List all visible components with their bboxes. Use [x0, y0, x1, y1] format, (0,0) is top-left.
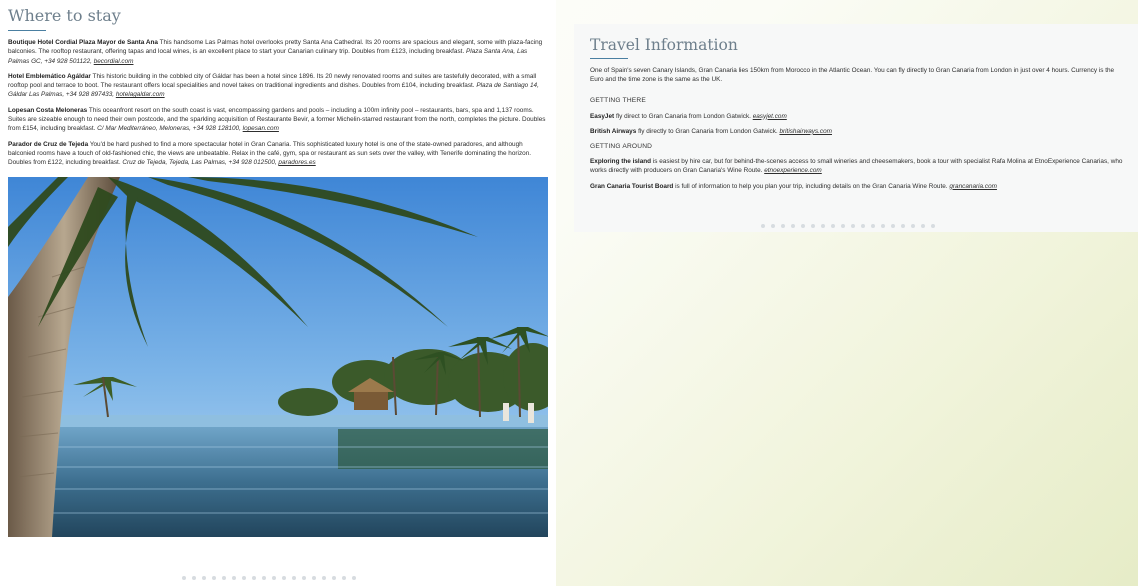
- page-dot[interactable]: [921, 224, 925, 228]
- entry-link[interactable]: grancanaria.com: [949, 182, 997, 190]
- getting-there-entry: [590, 112, 1126, 121]
- page-dot[interactable]: [781, 224, 785, 228]
- page-dot[interactable]: [891, 224, 895, 228]
- page-dot[interactable]: [242, 576, 246, 580]
- page-dot[interactable]: [761, 224, 765, 228]
- hotel-link[interactable]: lopesan.com: [242, 125, 279, 133]
- hotel-description: This oceanfront resort on the south coast is vast, encompassing gardens and pools – including a 100m infinity pool – restaurants, bars, spa and 1,137 rooms. Suites are sizeable enough to need their own postcode, and the sparkling acquisition of Restaurante Bevir, a former Michelin-starred restaurant from the north, completes the picture. Doubles from £154, including breakfast.: [8, 106, 546, 133]
- entry-name: British Airways: [590, 127, 637, 135]
- resort-pool-photo: [8, 177, 548, 537]
- travel-information-heading: Travel Information: [590, 36, 738, 54]
- heading-underline: [8, 30, 46, 31]
- page-dot[interactable]: [282, 576, 286, 580]
- hotel-entry: [8, 106, 548, 134]
- entry-link[interactable]: etnoexperience.com: [764, 167, 822, 175]
- hotel-entry: [8, 72, 548, 100]
- page-dot[interactable]: [851, 224, 855, 228]
- getting-around-title: GETTING AROUND: [590, 143, 653, 151]
- hotel-address: Cruz de Tejeda, Tejeda, Las Palmas, +34 928 012500,: [122, 159, 279, 167]
- page-dot[interactable]: [262, 576, 266, 580]
- page-dot[interactable]: [791, 224, 795, 228]
- page-dot[interactable]: [911, 224, 915, 228]
- entry-text: is full of information to help you plan your trip, including details on the Gran Canaria Wine Route.: [673, 182, 950, 190]
- page-dot[interactable]: [811, 224, 815, 228]
- page-dot[interactable]: [332, 576, 336, 580]
- getting-around-entry: [590, 157, 1126, 175]
- page-dot[interactable]: [871, 224, 875, 228]
- page-dot[interactable]: [202, 576, 206, 580]
- entry-link[interactable]: easyjet.com: [752, 112, 787, 120]
- where-to-stay-heading: Where to stay: [8, 6, 121, 25]
- entry-name: Gran Canaria Tourist Board: [590, 182, 674, 190]
- hotel-name: Hotel Emblemático Agáldar: [8, 72, 91, 80]
- page-dot[interactable]: [352, 576, 356, 580]
- hotel-address: Plaza Santa Ana, Las Palmas GC, +34 928 501122,: [8, 48, 528, 65]
- heading-underline: [590, 58, 628, 59]
- page-dot[interactable]: [292, 576, 296, 580]
- hotel-address: Plaza de Santiago 14, Gáldar Las Palmas, +34 928 897433,: [8, 82, 539, 99]
- hotel-description: This handsome Las Palmas hotel overlooks pretty Santa Ana Cathedral. Its 20 rooms are spacious and elegant, some with plaza-facing balconies. The rooftop restaurant, offering tapas and local wines, is an excellent place to start your Canarian culinary trip. Doubles from £123, including breakfast.: [8, 39, 543, 56]
- page-dot[interactable]: [931, 224, 935, 228]
- hotel-entry: [8, 140, 548, 168]
- hotel-address: C/ Mar Mediterráneo, Meloneras, +34 928 128100,: [97, 125, 243, 133]
- getting-there-entry: [590, 127, 1126, 136]
- travel-information-body: [590, 66, 1126, 197]
- hotel-name: Boutique Hotel Cordial Plaza Mayor de Santa Ana: [8, 39, 158, 46]
- page-dot[interactable]: [222, 576, 226, 580]
- hotel-link[interactable]: hotelagaldar.com: [115, 91, 165, 99]
- getting-there-title: GETTING THERE: [590, 97, 646, 105]
- hotel-name: Lopesan Costa Meloneras: [8, 106, 88, 114]
- page-dot[interactable]: [192, 576, 196, 580]
- page-dot[interactable]: [182, 576, 186, 580]
- getting-around-entry: [590, 182, 1126, 191]
- entry-name: EasyJet: [590, 112, 615, 120]
- hotel-link[interactable]: becordial.com: [93, 57, 134, 65]
- travel-information-panel: [574, 24, 1138, 232]
- hotel-link[interactable]: paradores.es: [278, 159, 316, 167]
- page-dot[interactable]: [232, 576, 236, 580]
- page-indicator-dots: [182, 576, 356, 580]
- page-dot[interactable]: [771, 224, 775, 228]
- entry-text: fly directly to Gran Canaria from London Gatwick.: [636, 127, 780, 135]
- page-dot[interactable]: [901, 224, 905, 228]
- entry-name: Exploring the island: [590, 158, 652, 166]
- page-dot[interactable]: [801, 224, 805, 228]
- hotel-entry: [8, 38, 548, 66]
- page-dot[interactable]: [831, 224, 835, 228]
- entry-text: is easiest by hire car, but for behind-the-scenes access to small wineries and cheesemakers, book a tour with specialist Rafa Molina at EtnoExperience Canarias, who works directly with producers on Gran Canaria's Wine Route.: [590, 158, 1123, 175]
- page-dot[interactable]: [322, 576, 326, 580]
- page-dot[interactable]: [342, 576, 346, 580]
- page-dot[interactable]: [272, 576, 276, 580]
- where-to-stay-panel: [0, 0, 556, 586]
- page-dot[interactable]: [252, 576, 256, 580]
- hotel-description: You'd be hard pushed to find a more spectacular hotel in Gran Canaria. This sophisticated luxury hotel is one of the state-owned paradores, and although balconied rooms have a touch of old-fashioned chic, the views are unbeatable. Relax in the café, gym, spa or restaurant as sun sets over the valley, with Tenerife dominating the horizon. Doubles from £122, including breakfast.: [8, 140, 532, 167]
- hotel-list: [8, 38, 548, 174]
- entry-text: fly direct to Gran Canaria from London Gatwick.: [614, 112, 753, 120]
- page-dot[interactable]: [821, 224, 825, 228]
- page-dot[interactable]: [881, 224, 885, 228]
- entry-link[interactable]: britishairways.com: [779, 127, 832, 135]
- page-dot[interactable]: [841, 224, 845, 228]
- page-dot[interactable]: [312, 576, 316, 580]
- hotel-name: Parador de Cruz de Tejeda: [8, 140, 89, 148]
- hotel-description: This historic building in the cobbled city of Gáldar has been a hotel since 1896. Its 20 newly renovated rooms and suites are tastefully decorated, with a small rooftop pool and terrace to boot. The restaurant offers local specialities and novel takes on traditional ingredients and dishes. Doubles from £104, including breakfast.: [8, 72, 537, 90]
- page-dot[interactable]: [212, 576, 216, 580]
- page-indicator-dots: [761, 224, 935, 228]
- page-dot[interactable]: [302, 576, 306, 580]
- travel-intro: One of Spain's seven Canary Islands, Gran Canaria lies 150km from Morocco in the Atlantic Ocean. You can fly directly to Gran Canaria from London in just over 4 hours. Currency is the Euro and the time zone is the same as the UK.: [590, 67, 1115, 84]
- page-dot[interactable]: [861, 224, 865, 228]
